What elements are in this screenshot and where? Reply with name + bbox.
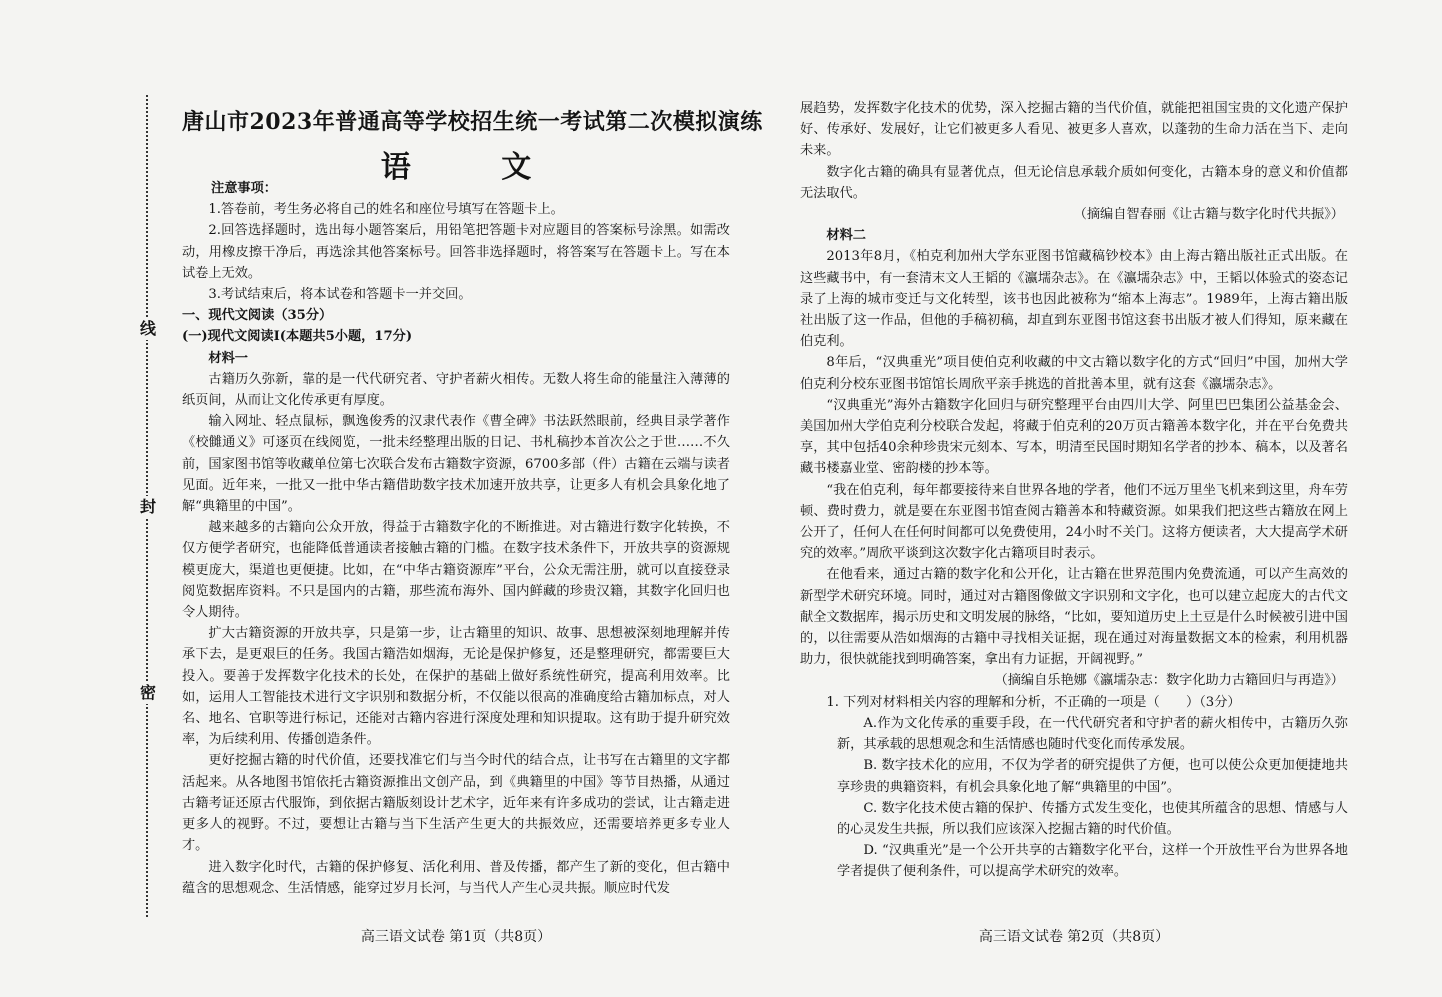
material-1-source: （摘编自智春丽《让古籍与数字化时代共振》） [1073,207,1344,223]
material-1-paragraph: 越来越多的古籍向公众开放，得益于古籍数字化的不断推进。对古籍进行数字化转换，不仅方便学者研究，也能降低普通读者接触古籍的门槛。在数字技术条件下，开放共享的资源规模更庞大，渠道也更便捷。比如，在“中华古籍资源库”平台，公众无需注册，就可以直接登录阅览数据库资料。不只是国内的古籍，那些流布海外、国内鲜藏的珍贵汉籍，其数字化回归也令人期待。 [182,520,730,621]
subject-title: 语 文 [380,150,572,185]
question-1-option-a: A.作为文化传承的重要手段，在一代代研究者和守护者的薪火相传中，古籍历久弥新，其承载的思想观念和生活情感也随时代变化而传承发展。 [836,715,1348,753]
question-1-option-c: C. 数字化技术使古籍的保护、传播方式发生变化，也使其所蕴含的思想、情感与人的心灵发生共振，所以我们应该深入挖掘古籍的时代价值。 [836,800,1348,837]
page-footer: 高三语文试卷 第1页（共8页） [360,929,552,945]
material-2-paragraph: “我在伯克利，每年都要接待来自世界各地的学者，他们不远万里坐飞机来到这里，舟车劳顿、费时费力，就是要在东亚图书馆查阅古籍善本和特藏资源。如果我们把这些古籍放在网上公开了，任何人在任何时间都可以免费使用，24小时不关门。这将方便读者，大大提高学术研究的效率。”周欣平谈到这次数字化古籍项目时表示。 [800,482,1348,562]
page-footer: 高三语文试卷 第2页（共8页） [978,929,1170,945]
material-1-paragraph: 展趋势，发挥数字化技术的优势，深入挖掘古籍的当代价值，就能把祖国宝贵的文化遗产保护好、传承好、发展好，让它们被更多人看见、被更多人喜欢，以蓬勃的生命力活在当下、走向未来。 [800,101,1348,159]
material-2-source: （摘编自乐艳娜《瀛壖杂志：数字化助力古籍回归与再造》） [994,673,1344,689]
material-1-paragraph: 更好挖掘古籍的时代价值，还要找准它们与当今时代的结合点，让书写在古籍里的文字都活起来。从各地图书馆依托古籍资源推出文创产品，到《典籍里的中国》等节目热播，从通过古籍考证还原古代服饰，到依据古籍版刻设计艺术字，近年来有许多成功的尝试，让古籍走进更多人的视野。不过，要想让古籍与当下生活产生更大的共振效应，还需要培养更多专业人才。 [182,753,730,854]
notice-item-2: 2.回答选择题时，选出每小题答案后，用铅笔把答题卡对应题目的答案标号涂黑。如需改动，用橡皮擦干净后，再选涂其他答案标号。回答非选择题时，将答案写在答题卡上。写在本试卷上无效。 [182,223,730,281]
page-1-body [182,178,730,899]
material-1-paragraph: 输入网址、轻点鼠标，飘逸俊秀的汉隶代表作《曹全碑》书法跃然眼前，经典目录学著作《校雠通义》可逐页在线阅览，一批未经整理出版的日记、书札稿抄本首次公之于世……不久前，国家图书馆等收藏单位第七次联合发布古籍数字资源，6700多部（件）古籍在云端与读者见面。近年来，一批又一批中华古籍借助数字技术加速开放共享，让更多人有机会具象化地了解“典籍里的中国”。 [182,414,730,515]
material-1-paragraph: 扩大古籍资源的开放共享，只是第一步，让古籍里的知识、故事、思想被深刻地理解并传承下去，是更艰巨的任务。我国古籍浩如烟海，无论是保护修复，还是整理研究，都需要巨大投入。要善于发挥数字化技术的长处，在保护的基础上做好系统性研究，提高利用效率。比如，运用人工智能技术进行文字识别和数据分析，不仅能以很高的准确度给古籍加标点，对人名、地名、官职等进行标记，还能对古籍内容进行深度处理和知识提取。这有助于提升研究效率，为后续利用、传播创造条件。 [182,626,730,748]
material-2-paragraph: “汉典重光”海外古籍数字化回归与研究整理平台由四川大学、阿里巴巴集团公益基金会、美国加州大学伯克利分校联合发起，将藏于伯克利的20万页古籍善本数字化，并在平台免费共享，其中包括40余种珍贵宋元刻本、写本，明清至民国时期知名学者的抄本、稿本，以及著名藏书楼嘉业堂、密韵楼的抄本等。 [800,397,1348,477]
material-2-paragraph: 8年后，“汉典重光”项目使伯克利收藏的中文古籍以数字化的方式“回归”中国，加州大学伯克利分校东亚图书馆馆长周欣平亲手挑选的首批善本里，就有这套《瀛壖杂志》。 [800,355,1348,392]
material-1-paragraph: 进入数字化时代，古籍的保护修复、活化利用、普及传播，都产生了新的变化，但古籍中蕴含的思想观念、生活情感，能穿过岁月长河，与当代人产生心灵共振。顺应时代发 [182,859,730,896]
exam-title: 唐山市2023年普通高等学校招生统一考试第二次模拟演练 [182,109,763,135]
material-2-paragraph: 2013年8月，《柏克利加州大学东亚图书馆藏稿钞校本》由上海古籍出版社正式出版。在这些藏书中，有一套清末文人王韬的《瀛壖杂志》。在《瀛壖杂志》中，王韬以体验式的姿态记录了上海的城市变迁与文化转型，该书也因此被称为“缩本上海志”。1989年，上海古籍出版社出版了这一作品，但他的手稿初稿，却直到东亚图书馆这套书出版才被人们得知，原来藏在伯克利。 [800,249,1348,350]
notice-item-3: 3.考试结束后，将本试卷和答题卡一并交回。 [208,287,472,303]
section-heading: 一、现代文阅读（35分） [182,308,333,324]
material-1-paragraph: 数字化古籍的确具有显著优点，但无论信息承载介质如何变化，古籍本身的意义和价值都无法取代。 [800,164,1348,201]
notice-item-1: 1.答卷前，考生务必将自己的姓名和座位号填写在答题卡上。 [208,202,564,218]
binding-mark-line: 线 [139,319,156,338]
binding-mark-secret: 密 [139,683,156,702]
exam-page-2 [800,0,1348,997]
material-1-paragraph: 古籍历久弥新，靠的是一代代研究者、守护者薪火相传。无数人将生命的能量注入薄薄的纸页间，从而让文化传承更有厚度。 [182,371,730,409]
material-1-heading: 材料一 [208,350,248,366]
binding-mark-seal: 封 [139,497,156,516]
question-1-option-b: B. 数字技术化的应用，不仅为学者的研究提供了方便，也可以使公众更加便捷地共享珍贵的典籍资料，有机会具象化地了解“典籍里的中国”。 [836,758,1348,795]
page-2-body [800,98,1348,883]
material-2-paragraph: 在他看来，通过古籍的数字化和公开化，让古籍在世界范围内免费流通，可以产生高效的新型学术研究环境。同时，通过对古籍图像做文字识别和文字化，也可以建立起庞大的古代文献全文数据库，揭示历史和文明发展的脉络，“比如，要知道历史上土豆是什么时候被引进中国的，以往需要从浩如烟海的古籍中寻找相关证据，现在通过对海量数据文本的检索，利用机器助力，很快就能找到明确答案，拿出有力证据，开阔视野。” [800,567,1348,668]
question-1-stem: 1. 下列对材料相关内容的理解和分析，不正确的一项是（ ）（3分） [826,694,1241,710]
subsection-heading: (一)现代文阅读Ⅰ(本题共5小题，17分) [182,329,413,345]
material-2-heading: 材料二 [826,228,866,244]
question-1-option-d: D. “汉典重光”是一个公开共享的古籍数字化平台，这样一个开放性平台为世界各地学者提供了便利条件，可以提高学术研究的效率。 [836,843,1348,880]
exam-page-1 [182,0,763,997]
notice-heading: 注意事项： [211,181,277,196]
